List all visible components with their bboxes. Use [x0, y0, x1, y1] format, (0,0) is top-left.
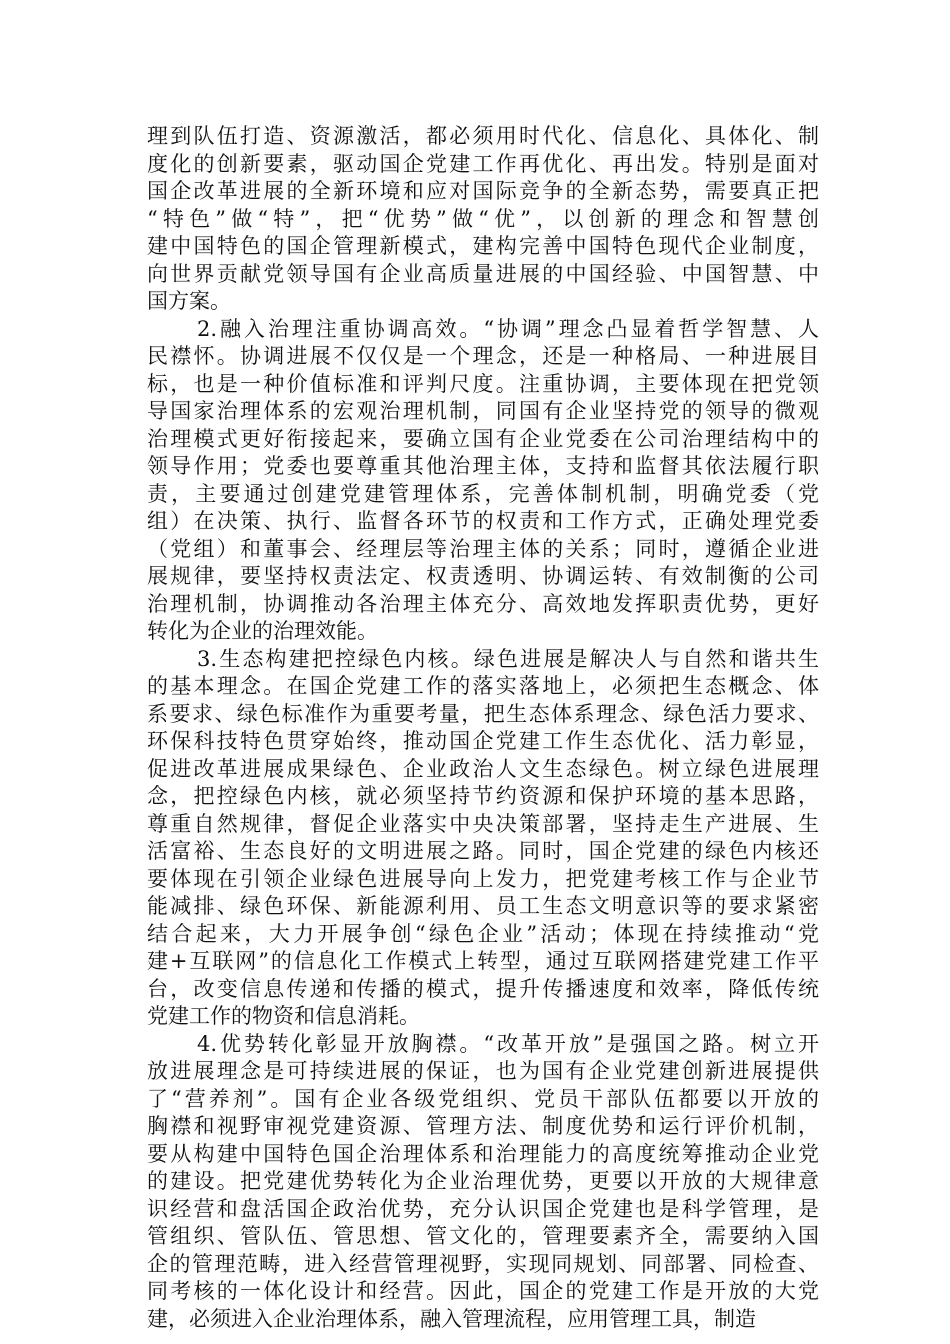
text-line: 了“营养剂”。国有企业各级党组织、党员干部队伍都要以开放的: [147, 1086, 819, 1111]
paragraph-p2: [147, 316, 819, 646]
text-line: 标，也是一种价值标准和评判尺度。注重协调，主要体现在把党领: [147, 371, 819, 396]
text-line: 要体现在引领企业绿色进展导向上发力，把党建考核工作与企业节: [147, 866, 819, 891]
text-line: 念，把控绿色内核，就必须坚持节约资源和保护环境的基本思路，: [147, 784, 819, 808]
text-line: 的建设。把党建优势转化为企业治理优势，更要以开放的大规律意: [147, 1169, 819, 1193]
text-line: 展规律，要坚持权责法定、权责透明、协调运转、有效制衡的公司: [147, 564, 819, 588]
text-line: 国方案。: [147, 289, 231, 313]
text-line: “特色”做“特”，把“优势”做“优”，以创新的理念和智慧创: [147, 206, 819, 231]
text-line: 领导作用；党委也要尊重其他治理主体，支持和监督其依法履行职: [147, 454, 819, 478]
text-line: （党组）和董事会、经理层等治理主体的关系；同时，遵循企业进: [147, 536, 819, 561]
text-line: 尊重自然规律，督促企业落实中央决策部署，坚持走生产进展、生: [147, 811, 819, 836]
text-line: 党建工作的物资和信息消耗。: [147, 1004, 420, 1028]
text-line: 建中国特色的国企管理新模式，建构完善中国特色现代企业制度，: [147, 234, 819, 258]
text-line: 治理模式更好衔接起来，要确立国有企业党委在公司治理结构中的: [147, 426, 819, 451]
text-line: 3.生态构建把控绿色内核。绿色进展是解决人与自然和谐共生: [197, 646, 819, 671]
body-text: [147, 123, 819, 1333]
text-line: 能减排、绿色环保、新能源利用、员工生态文明意识等的要求紧密: [147, 894, 819, 918]
text-line: 转化为企业的治理效能。: [147, 619, 378, 643]
text-line: 民襟怀。协调进展不仅仅是一个理念，还是一种格局、一种进展目: [147, 344, 819, 368]
text-line: 的基本理念。在国企党建工作的落实落地上，必须把生态概念、体: [147, 674, 819, 698]
text-line: 组）在决策、执行、监督各环节的权责和工作方式，正确处理党委: [147, 509, 819, 533]
text-line: 促进改革进展成果绿色、企业政治人文生态绿色。树立绿色进展理: [147, 756, 819, 781]
text-line: 建+互联网”的信息化工作模式上转型，通过互联网搭建党建工作平: [147, 949, 819, 973]
text-line: 系要求、绿色标准作为重要考量，把生态体系理念、绿色活力要求、: [147, 701, 819, 726]
text-line: 环保科技特色贯穿始终，推动国企党建工作生态优化、活力彰显，: [147, 729, 819, 753]
text-line: 结合起来，大力开展争创“绿色企业”活动；体现在持续推动“党: [147, 921, 819, 946]
text-line: 度化的创新要素，驱动国企党建工作再优化、再出发。特别是面对: [147, 151, 819, 176]
text-line: 建，必须进入企业治理体系，融入管理流程，应用管理工具，制造: [147, 1306, 756, 1331]
text-line: 要从构建中国特色国企治理体系和治理能力的高度统筹推动企业党: [147, 1141, 819, 1166]
text-line: 识经营和盘活国企政治优势，充分认识国企党建也是科学管理，是: [147, 1196, 819, 1221]
text-line: 向世界贡献党领导国有企业高质量进展的中国经验、中国智慧、中: [147, 261, 819, 286]
text-line: 管组织、管队伍、管思想、管文化的，管理要素齐全，需要纳入国: [147, 1224, 819, 1248]
text-line: 同考核的一体化设计和经营。因此，国企的党建工作是开放的大党: [147, 1279, 819, 1303]
text-line: 治理机制，协调推动各治理主体充分、高效地发挥职责优势，更好: [147, 591, 819, 616]
text-line: 国企改革进展的全新环境和应对国际竞争的全新态势，需要真正把: [147, 179, 819, 203]
text-line: 4.优势转化彰显开放胸襟。“改革开放”是强国之路。树立开: [197, 1031, 819, 1056]
paragraph-p1-continuation: [147, 123, 819, 316]
text-line: 2.融入治理注重协调高效。“协调”理念凸显着哲学智慧、人: [197, 316, 819, 341]
paragraph-p3: [147, 646, 819, 1031]
text-line: 理到队伍打造、资源激活，都必须用时代化、信息化、具体化、制: [147, 124, 819, 148]
text-line: 导国家治理体系的宏观治理机制，同国有企业坚持党的领导的微观: [147, 399, 819, 423]
text-line: 责，主要通过创建党建管理体系，完善体制机制，明确党委（党: [147, 481, 819, 506]
text-line: 放进展理念是可持续进展的保证，也为国有企业党建创新进展提供: [147, 1059, 819, 1083]
text-line: 活富裕、生态良好的文明进展之路。同时，国企党建的绿色内核还: [147, 839, 819, 863]
paragraph-p4: [147, 1031, 819, 1334]
text-line: 胸襟和视野审视党建资源、管理方法、制度优势和运行评价机制，: [147, 1114, 819, 1138]
text-line: 台，改变信息传递和传播的模式，提升传播速度和效率，降低传统: [147, 976, 819, 1001]
text-line: 企的管理范畴，进入经营管理视野，实现同规划、同部署、同检查、: [147, 1251, 819, 1276]
